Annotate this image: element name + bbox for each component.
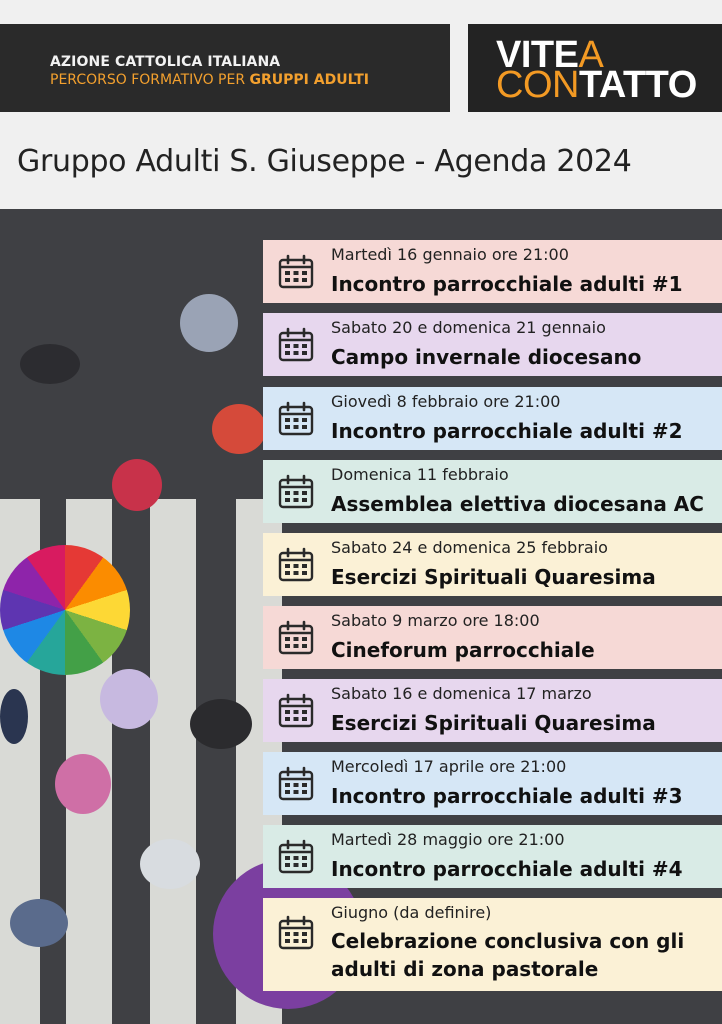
agenda-item xyxy=(263,240,722,303)
agenda-item xyxy=(263,460,722,523)
calendar-icon xyxy=(278,254,314,290)
pedestrian xyxy=(112,459,162,511)
pedestrian xyxy=(100,669,158,729)
event-date: Mercoledì 17 aprile ore 21:00 xyxy=(331,757,567,776)
organization-subtitle-bold: GRUPPI ADULTI xyxy=(249,72,369,88)
pedestrian xyxy=(190,699,252,749)
pedestrian xyxy=(10,899,68,947)
event-date: Martedì 28 maggio ore 21:00 xyxy=(331,830,565,849)
rainbow-umbrella xyxy=(0,545,130,675)
event-title: Celebrazione conclusiva con gli adulti di zona pastorale xyxy=(331,929,685,981)
event-date: Martedì 16 gennaio ore 21:00 xyxy=(331,245,569,264)
agenda-item xyxy=(263,606,722,669)
crosswalk-stripe xyxy=(150,499,196,1024)
logo-row-1: VITEA xyxy=(496,34,604,76)
logo-row-2: CONTATTO xyxy=(496,64,697,106)
event-date: Sabato 24 e domenica 25 febbraio xyxy=(331,538,608,557)
agenda-list xyxy=(263,0,722,1024)
agenda-item xyxy=(263,313,722,376)
page-title: Gruppo Adulti S. Giuseppe - Agenda 2024 xyxy=(17,144,632,179)
calendar-icon xyxy=(278,327,314,363)
event-title: Esercizi Spirituali Quaresima xyxy=(331,565,656,589)
calendar-icon xyxy=(278,620,314,656)
event-date: Domenica 11 febbraio xyxy=(331,465,509,484)
pedestrian xyxy=(212,404,266,454)
agenda-item xyxy=(263,752,722,815)
agenda-item xyxy=(263,387,722,450)
agenda-item xyxy=(263,898,722,991)
event-date: Sabato 16 e domenica 17 marzo xyxy=(331,684,592,703)
calendar-icon xyxy=(278,839,314,875)
event-date: Sabato 9 marzo ore 18:00 xyxy=(331,611,540,630)
calendar-icon xyxy=(278,915,314,951)
agenda-item xyxy=(263,679,722,742)
calendar-icon xyxy=(278,766,314,802)
pedestrian xyxy=(140,839,200,889)
calendar-icon xyxy=(278,693,314,729)
event-date: Giovedì 8 febbraio ore 21:00 xyxy=(331,392,561,411)
event-title: Incontro parrocchiale adulti #4 xyxy=(331,857,683,881)
agenda-item xyxy=(263,533,722,596)
event-title: Incontro parrocchiale adulti #3 xyxy=(331,784,683,808)
event-title: Incontro parrocchiale adulti #2 xyxy=(331,419,683,443)
pedestrian xyxy=(20,344,80,384)
event-title: Assemblea elettiva diocesana AC xyxy=(331,492,704,516)
calendar-icon xyxy=(278,474,314,510)
pedestrian xyxy=(0,689,28,744)
calendar-icon xyxy=(278,401,314,437)
pedestrian xyxy=(55,754,111,814)
event-title: Incontro parrocchiale adulti #1 xyxy=(331,272,683,296)
event-date: Sabato 20 e domenica 21 gennaio xyxy=(331,318,606,337)
calendar-icon xyxy=(278,547,314,583)
agenda-item xyxy=(263,825,722,888)
event-date: Giugno (da definire) xyxy=(331,903,492,922)
organization-subtitle: PERCORSO FORMATIVO PER GRUPPI ADULTI xyxy=(50,72,369,88)
event-title: Esercizi Spirituali Quaresima xyxy=(331,711,656,735)
event-title: Cineforum parrocchiale xyxy=(331,638,595,662)
event-title: Campo invernale diocesano xyxy=(331,345,642,369)
pedestrian xyxy=(180,294,238,352)
organization-name: AZIONE CATTOLICA ITALIANA xyxy=(50,54,281,70)
